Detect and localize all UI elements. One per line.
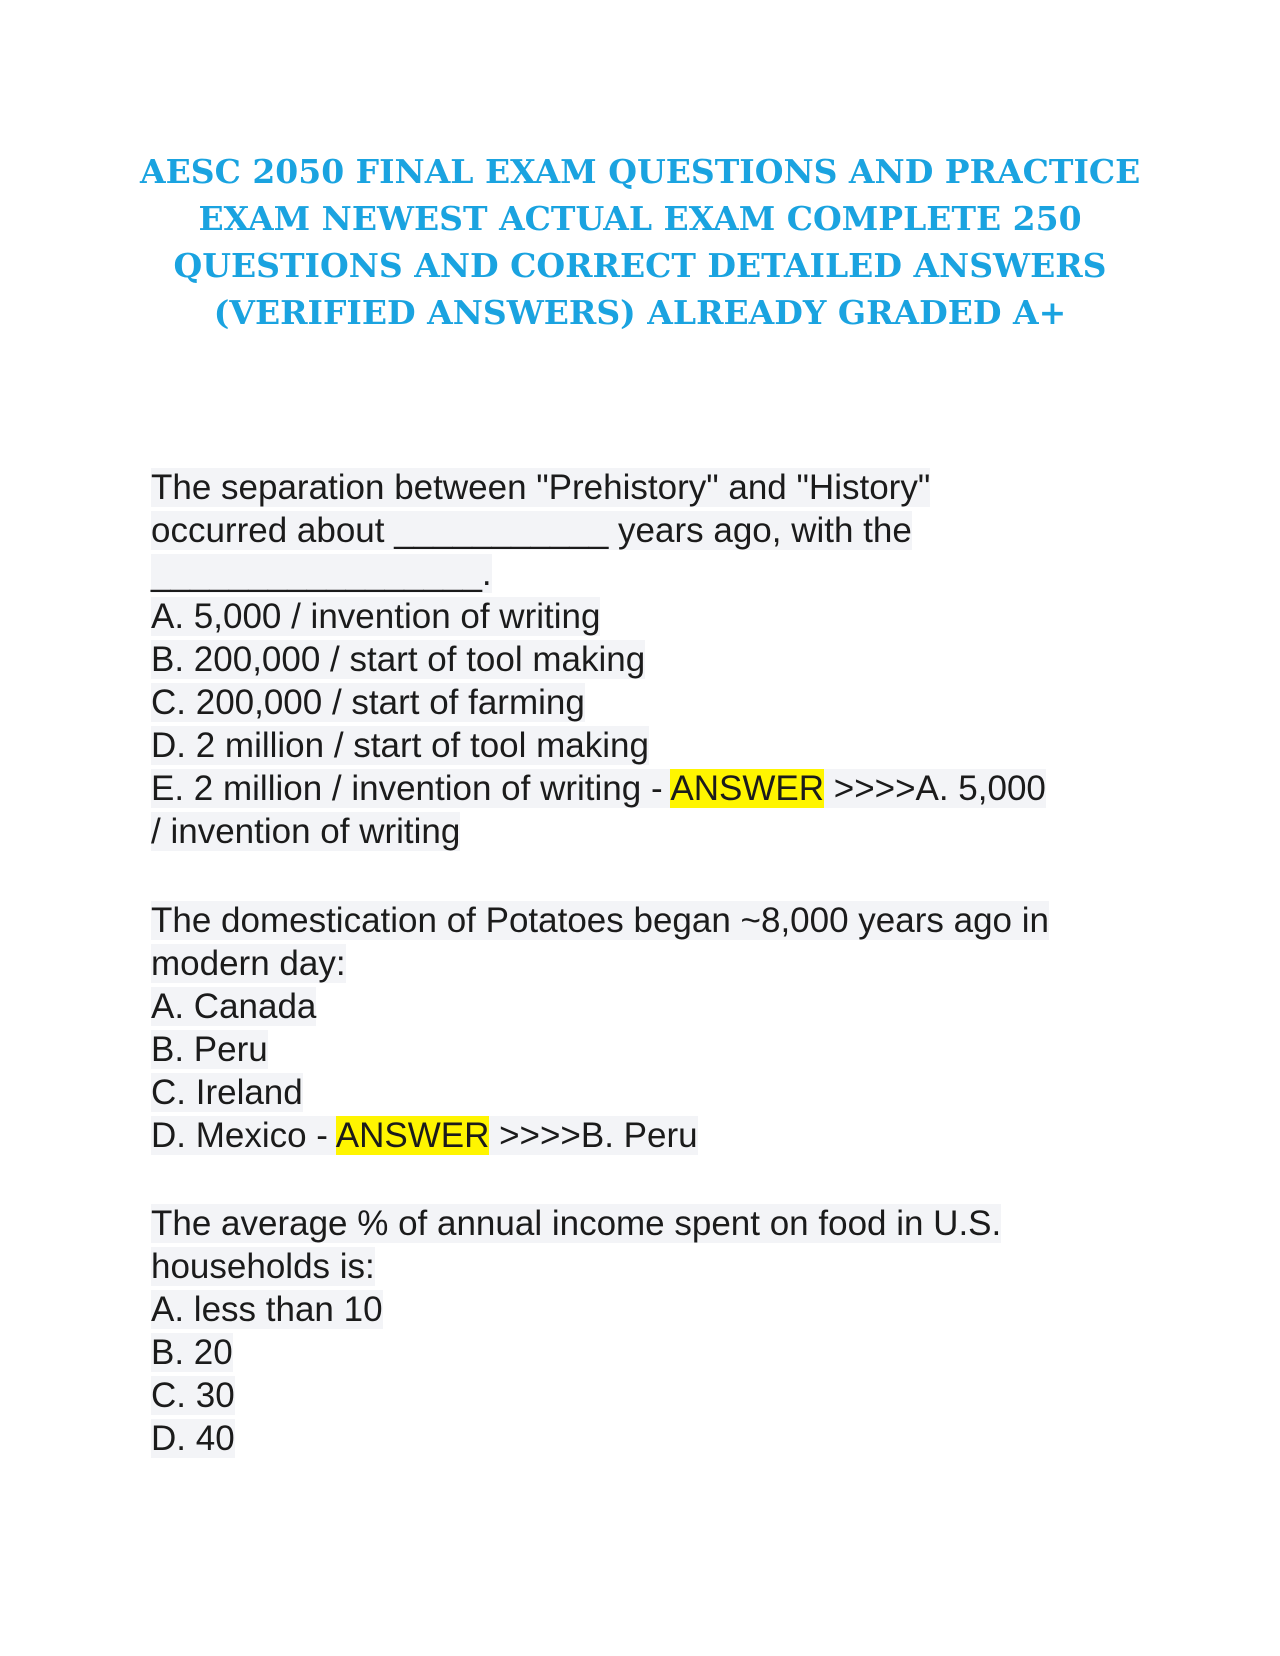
option-e-text: E. 2 million / invention of writing -	[151, 769, 671, 808]
title-line: AESC 2050 FINAL EXAM QUESTIONS AND PRACTICE	[140, 152, 1141, 191]
option-b: B. 200,000 / start of tool making	[151, 640, 646, 679]
question-text-line: The separation between "Prehistory" and "History"	[151, 468, 931, 507]
option-a: A. 5,000 / invention of writing	[151, 597, 601, 636]
question-block-1	[151, 466, 1111, 853]
title-line: QUESTIONS AND CORRECT DETAILED ANSWERS	[173, 246, 1107, 285]
title-line: EXAM NEWEST ACTUAL EXAM COMPLETE 250	[198, 199, 1082, 238]
question-text-line: modern day:	[151, 944, 346, 983]
option-b: B. Peru	[151, 1030, 268, 1069]
question-text-line: The domestication of Potatoes began ~8,000 years ago in	[151, 901, 1049, 940]
question-text-line: occurred about ___________ years ago, with the	[151, 511, 912, 550]
option-a: A. Canada	[151, 987, 317, 1026]
answer-text: >>>>A. 5,000	[824, 769, 1046, 808]
option-b: B. 20	[151, 1333, 233, 1372]
option-a: A. less than 10	[151, 1290, 383, 1329]
document-title	[140, 148, 1140, 336]
option-d: D. 40	[151, 1419, 235, 1458]
question-text-line: The average % of annual income spent on food in U.S.	[151, 1204, 1002, 1243]
option-c: C. 200,000 / start of farming	[151, 683, 585, 722]
answer-text: >>>>B. Peru	[489, 1116, 698, 1155]
answer-label: ANSWER	[335, 1116, 490, 1155]
option-d-with-answer	[151, 1114, 1111, 1157]
question-block-3	[151, 1202, 1111, 1460]
answer-label: ANSWER	[670, 769, 825, 808]
question-text-line: _________________.	[151, 554, 492, 593]
question-block-2	[151, 899, 1111, 1157]
option-e-with-answer	[151, 767, 1111, 810]
title-line: (VERIFIED ANSWERS) ALREADY GRADED A+	[213, 293, 1067, 332]
option-c: C. 30	[151, 1376, 235, 1415]
option-d-text: D. Mexico -	[151, 1116, 336, 1155]
answer-continuation: / invention of writing	[151, 812, 461, 851]
question-text-line: households is:	[151, 1247, 375, 1286]
option-c: C. Ireland	[151, 1073, 303, 1112]
option-d: D. 2 million / start of tool making	[151, 726, 649, 765]
